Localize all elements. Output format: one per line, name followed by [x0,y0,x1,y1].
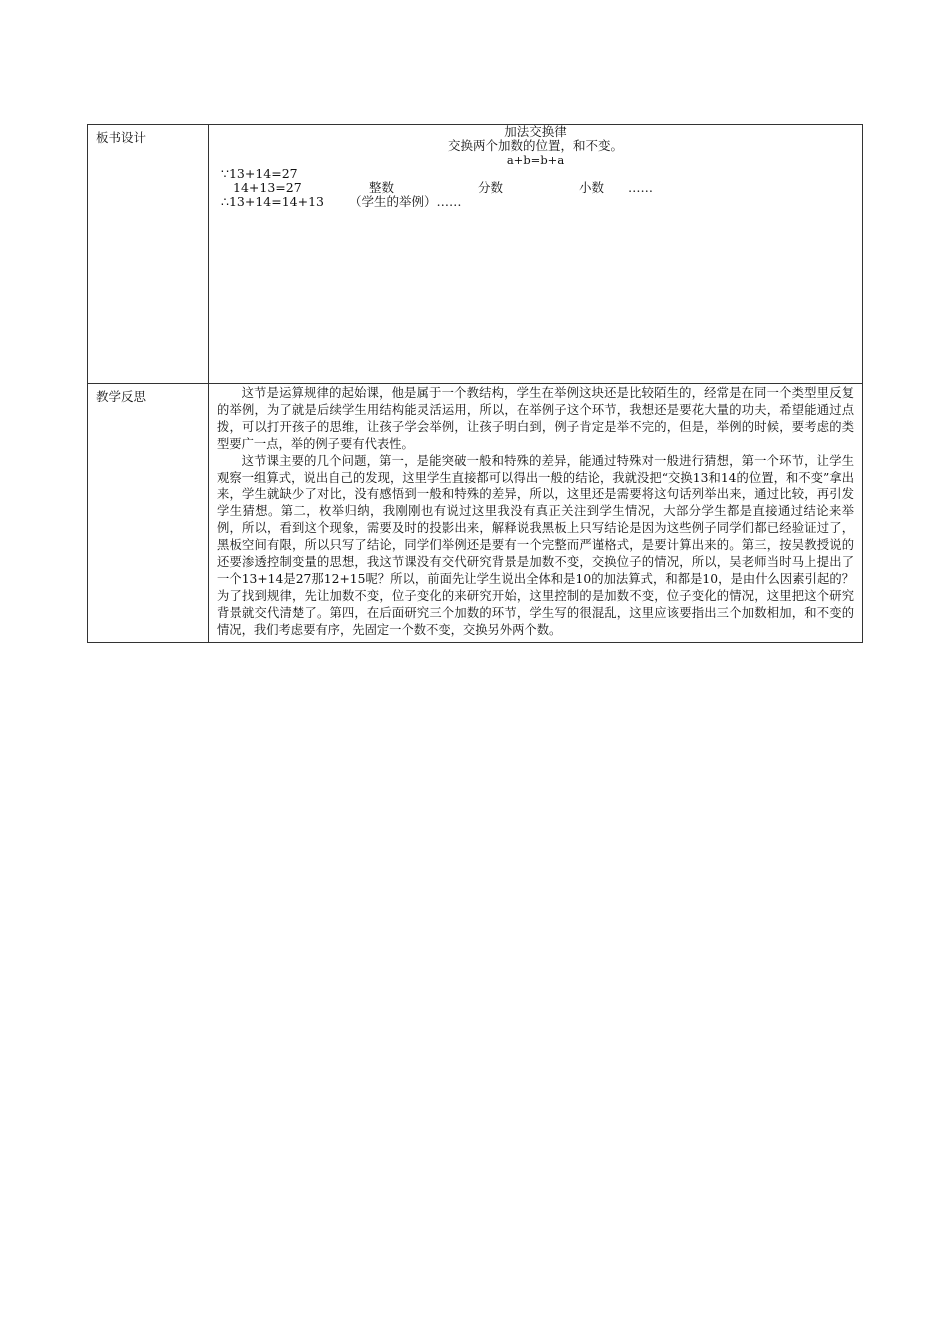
board-student-examples: （学生的举例）…… [349,194,462,209]
board-line1-eq: ∵13+14=27 [221,166,298,181]
board-line-3 [221,195,862,209]
board-fractions-label: 分数 [478,180,504,195]
lesson-plan-table [87,124,863,643]
board-line-2 [221,181,862,195]
board-line2-eq: 14+13=27 [233,180,302,195]
reflection-content [209,384,863,643]
reflection-row [88,384,863,643]
reflection-label: 教学反思 [88,384,209,643]
board-header [209,125,862,167]
board-line-1 [221,167,862,181]
reflection-paragraph-2: 这节课主要的几个问题，第一，是能突破一般和特殊的差异，能通过特殊对一般进行猜想，第一个环节，让学生观察一组算式，说出自己的发现，这里学生直接都可以得出一般的结论，我就没把“交换13和14的位置，和不变”拿出来，学生就缺少了对比，没有感悟到一般和特殊的差异，所以，这里还是需要将这句话列举出来，通过比较，再引发学生猜想。第二，枚举归纳，我刚刚也有说过这里我没有真正关注到学生情况，大部分学生都是直接通过结论来举例，所以，看到这个现象，需要及时的投影出来，解释说我黑板上只写结论是因为这些例子同学们都已经验证过了，黑板空间有限，所以只写了结论，同学们举例还是要有一个完整而严谨格式，是要计算出来的。第三，按吴教授说的还要渗透控制变量的思想，我这节课没有交代研究背景是加数不变，交换位子的情况，所以，吴老师当时马上提出了一个13+14是27那12+15呢？所以，前面先让学生说出全体和是10的加法算式，和都是10，是由什么因素引起的？为了找到规律，先让加数不变，位子变化的来研究开始，这里控制的是加数不变，位子变化的情况，这里把这个研究背景就交代清楚了。第四，在后面研究三个加数的环节，学生写的很混乱，这里应该要指出三个加数相加，和不变的情况，我们考虑要有序，先固定一个数不变，交换另外两个数。 [217,453,854,637]
board-decimals-label: 小数 [579,180,605,195]
reflection-paragraph-1: 这节是运算规律的起始课，他是属于一个教结构，学生在举例这块还是比较陌生的，经常是在同一个类型里反复的举例，为了就是后续学生用结构能灵活运用，所以，在举例子这个环节，我想还是要花大量的功夫，希望能通过点拨，可以打开孩子的思维，让孩子学会举例，让孩子明白到，例子肯定是举不完的，但是，举例的时候，要考虑的类型要广一点，举的例子要有代表性。 [217,386,854,451]
board-integers-label: 整数 [369,180,395,195]
board-design-content [209,125,863,384]
board-title: 加法交换律 [504,124,567,139]
board-rule: 交换两个加数的位置，和不变。 [447,138,623,153]
board-line2-ellipsis: …… [628,180,653,195]
board-line3-eq: ∴13+14=14+13 [221,194,324,209]
board-design-row [88,125,863,384]
board-examples [209,167,862,209]
board-design-label: 板书设计 [88,125,209,384]
board-formula: a+b=b+a [506,153,565,167]
